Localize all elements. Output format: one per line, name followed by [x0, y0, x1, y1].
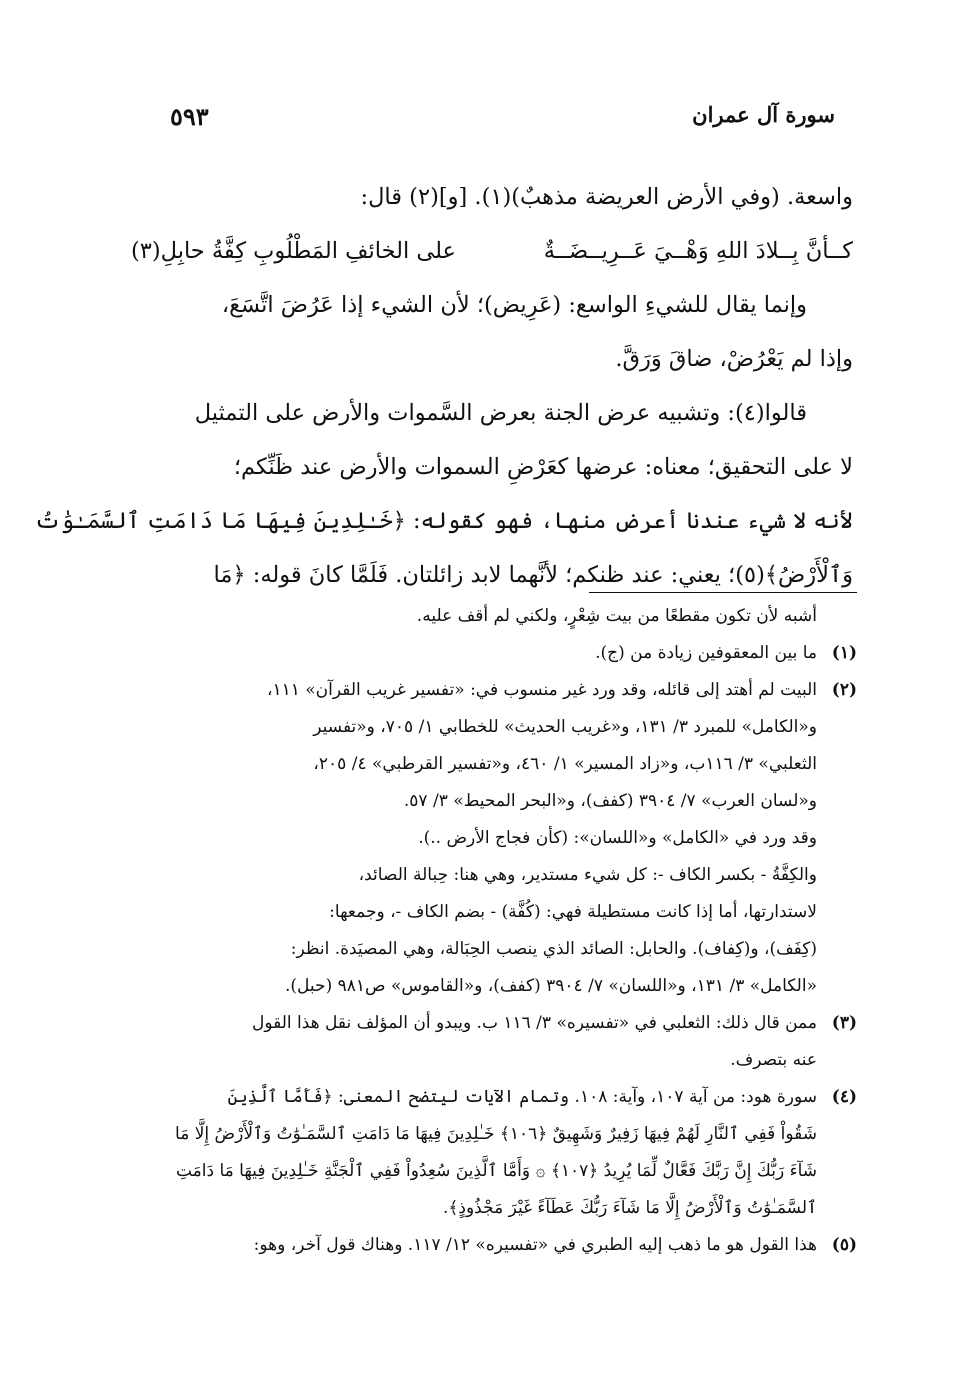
main-line-4: وإذا لم يَعْرُضْ، ضاقَ وَرَقَّ. [615, 346, 853, 372]
footnote-4 [131, 1079, 857, 1116]
footnote-2-line-6: والكِفَّةُ - بكسر الكاف -: كل شيء مستدير، وهي هنا: حِبالة الصائد، [358, 865, 817, 885]
main-line-3: وإنما يقال للشيءِ الواسع: (عَرِيض)؛ لأن الشيء إذا عَرُضَ اتَّسَعَ، [221, 292, 807, 318]
main-line-5: قالوا(٤): وتشبيه عرض الجنة بعرض السَّموات والأرض على التمثيل [194, 400, 807, 426]
footnote-number: (١) [831, 643, 857, 663]
footnote-text: ما بين المعقوفين زيادة من (ج). [595, 643, 817, 663]
footnote-2-line-9: «الكامل» ٣/ ١٣١، و«اللسان» ٧/ ٣٩٠٤ (كفف)، و«القاموس» ص٩٨١ (حبل). [285, 976, 817, 996]
footnote-separator [589, 592, 857, 593]
footnote-text: سورة هود: من آية ١٠٧، وآية: ١٠٨. وتمام الآيات ليتضح المعنى: ﴿فَأَمَّا ٱلَّذِينَ [227, 1087, 817, 1107]
footnote-number: (٥) [831, 1235, 857, 1255]
page-number: ٥٩٣ [170, 102, 209, 131]
footnote-2-line-2: و«الكامل» للمبرد ٣/ ١٣١، و«غريب الحديث» للخطابي ١/ ٧٠٥، و«تفسير [313, 717, 817, 737]
main-line-1: واسعة. (وفي الأرض العريضة مذهبٌ)(١). [و](٢) قال: [360, 184, 853, 210]
footnote-4-line-2: شَقُواْ فَفِي ٱلنَّارِ لَهُمْ فِيهَا زَفِيرٌ وَشَهِيقٌ ﴿١٠٦﴾ خَـٰلِدِينَ فِيهَا مَا دَامَتِ ٱلسَّمَـٰوَٰتُ وَٱلْأَرْضُ إِلَّا مَا [175, 1124, 817, 1144]
footnote-1 [131, 635, 857, 672]
poetry-verse [131, 224, 853, 278]
footnote-4-line-3: شَآءَ رَبُّكَ إِنَّ رَبَّكَ فَعَّالٌ لِّمَا يُرِيدُ ﴿١٠٧﴾ ۞ وَأَمَّا ٱلَّذِينَ سُعِدُواْ فَفِي ٱلْجَنَّةِ خَـٰلِدِينَ فِيهَا مَا دَامَتِ [175, 1161, 817, 1181]
footnote-2-line-5: وقد ورد في «الكامل» و«اللسان»: (كأن فجاج الأرض ..). [418, 828, 817, 848]
footnote-2-line-8: (كِفَف)، و(كِفاف). والحابل: الصائد الذي ينصب الحِبَالة، وهي المصيَدة. انظر: [290, 939, 817, 959]
footnote-2-line-7: لاستدارتها، أما إذا كانت مستطيلة فهي: (كُفَّة) - بضم الكاف -، وجمعها: [329, 902, 817, 922]
footnote-5 [131, 1227, 857, 1264]
running-header-title: سورة آل عمران [692, 102, 835, 127]
footnote-number: (٤) [831, 1087, 857, 1107]
footnote-3 [131, 1005, 857, 1042]
footnotes [131, 598, 857, 1264]
footnote-number: (٣) [831, 1013, 857, 1033]
footnote-2-line-4: و«لسان العرب» ٧/ ٣٩٠٤ (كفف)، و«البحر المحيط» ٣/ ٥٧. [403, 791, 817, 811]
footnote-4-line-4: ٱلسَّمَـٰوَٰتُ وَٱلْأَرْضُ إِلَّا مَا شَآءَ رَبُّكَ عَطَآءً غَيْرَ مَجْذُوذٍ﴾. [443, 1198, 817, 1218]
footnote-number: (٢) [831, 680, 857, 700]
main-text [34, 170, 853, 602]
main-line-6: لا على التحقيق؛ معناه: عرضها كعَرْضِ السموات والأرض عند ظَنِّكم؛ [233, 454, 853, 480]
main-line-8: وَٱلْأَرْضُ﴾(٥)؛ يعني: عند ظنكم؛ لأنَّهما لابد زائلتان. فَلَمَّا كانَ قوله: ﴿مَا [213, 562, 853, 588]
footnote-2 [131, 672, 857, 709]
footnote-text: هذا القول هو ما ذهب إليه الطبري في «تفسيره» ١٢/ ١١٧. وهناك قول آخر، وهو: [253, 1235, 817, 1255]
verse-second-hemistich: على الخائفِ المَطْلُوبِ كِفَّةُ حابِلِ(٣) [131, 238, 456, 264]
footnote-carryover: أشبه لأن تكون مقطعًا من بيت شِعْرٍ، ولكني لم أقف عليه. [416, 606, 817, 626]
footnote-text: ممن قال ذلك: الثعلبي في «تفسيره» ٣/ ١١٦ ب. ويبدو أن المؤلف نقل هذا القول [251, 1013, 817, 1033]
footnote-3-line-2: عنه بتصرف. [730, 1050, 817, 1070]
footnote-text: البيت لم أهتد إلى قائله، وقد ورد غير منسوب في: «تفسير غريب القرآن» ١١١، [266, 680, 817, 700]
main-line-7: لأنه لا شيء عندنا أعرض منها، فهو كقوله: ﴿خَـٰلِدِينَ فِيهَا مَا دَامَتِ ٱلسَّمَـٰوَٰتُ [34, 508, 853, 534]
footnote-2-line-3: الثعلبي» ٣/ ١١٦ب، و«زاد المسير» ١/ ٤٦٠، و«تفسير القرطبي» ٤/ ٢٠٥، [313, 754, 817, 774]
verse-first-hemistich: كــأنَّ بِــلادَ اللهِ وَهْــيَ عَــرِيــضَــةٌ [543, 238, 853, 264]
